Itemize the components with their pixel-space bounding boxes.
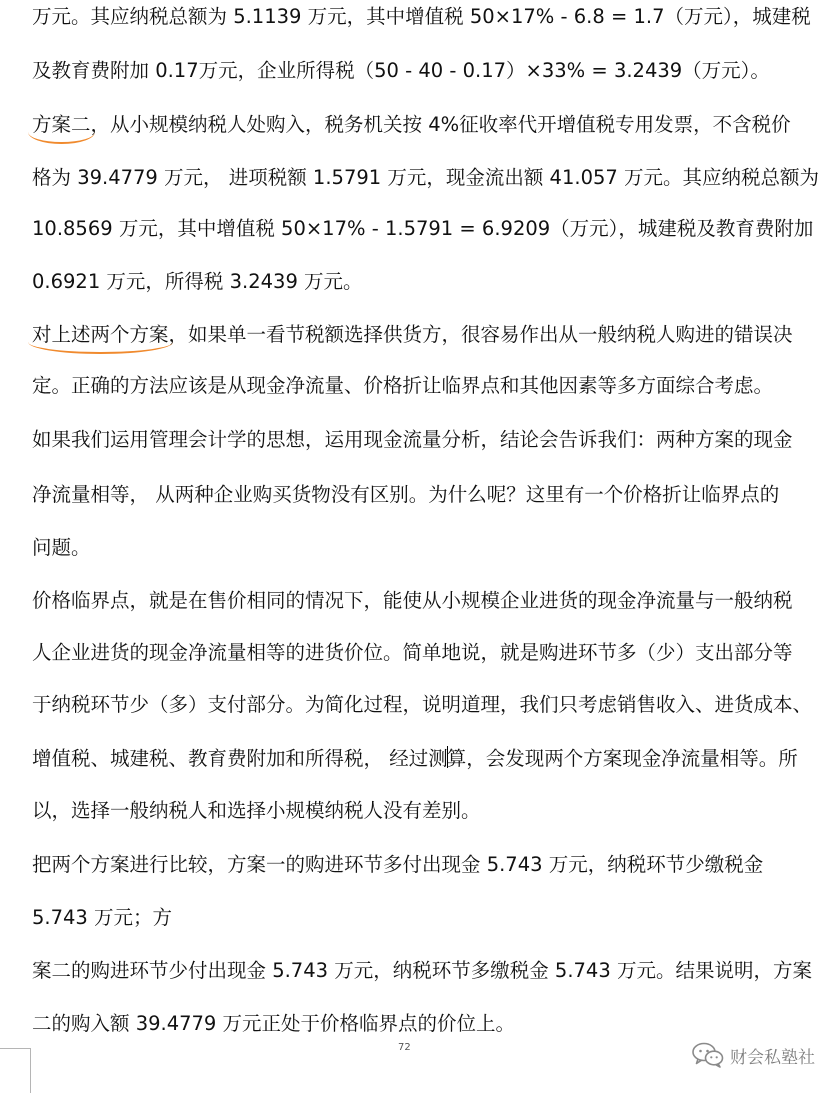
paragraph-line: 问题。 — [32, 536, 91, 559]
paragraph-line: 万元。其应纳税总额为 5.1139 万元，其中增值税 50×17% - 6.8 = 1.7（万元），城建税 — [32, 5, 811, 28]
paragraph-line: 把两个方案进行比较，方案一的购进环节多付出现金 5.743 万元，纳税环节少缴税金 — [32, 853, 764, 876]
paragraph-line — [32, 321, 793, 349]
paragraph-line: 5.743 万元；方 — [32, 906, 173, 929]
paragraph-line: 以，选择一般纳税人和选择小规模纳税人没有差别。 — [32, 799, 481, 822]
page-number: 72 — [398, 1042, 411, 1053]
paragraph-line: 二的购入额 39.4779 万元正处于价格临界点的价位上。 — [32, 1012, 516, 1035]
paragraph-line: 于纳税环节少（多）支付部分。为简化过程，说明道理，我们只考虑销售收入、进货成本、 — [32, 693, 813, 716]
underlined-scheme-two: 方案二 — [32, 111, 91, 139]
page-corner-mark — [0, 1048, 31, 1093]
paragraph-line — [32, 111, 791, 139]
paragraph-line: 价格临界点，就是在售价相同的情况下，能使从小规模企业进货的现金净流量与一般纳税 — [32, 589, 793, 612]
paragraph-line: 定。正确的方法应该是从现金净流量、价格折让临界点和其他因素等多方面综合考虑。 — [32, 374, 774, 397]
paragraph-line: 案二的购进环节少付出现金 5.743 万元，纳税环节多缴税金 5.743 万元。结果说明，方案 — [32, 959, 812, 982]
paragraph-line: 格为 39.4779 万元， 进项税额 1.5791 万元，现金流出额 41.057 万元。其应纳税总额为 — [32, 166, 819, 189]
paragraph-line: 净流量相等， 从两种企业购买货物没有区别。为什么呢？这里有一个价格折让临界点的 — [32, 483, 780, 506]
paragraph-text: 算，会发现两个方案现金净流量相等。所 — [446, 747, 798, 770]
paragraph-text: 增值税、城建税、教育费附加和所得税， 经过测 — [32, 747, 448, 770]
paragraph-line: 及教育费附加 0.17万元，企业所得税（50 - 40 - 0.17）×33% = 3.2439（万元）。 — [32, 59, 770, 82]
watermark-text: 财会私塾社 — [730, 1047, 815, 1068]
paragraph-line: 10.8569 万元，其中增值税 50×17% - 1.5791 = 6.9209（万元），城建税及教育费附加 — [32, 217, 814, 240]
paragraph-line: 0.6921 万元，所得税 3.2439 万元。 — [32, 270, 363, 293]
watermark — [692, 1042, 815, 1068]
paragraph-line: 人企业进货的现金净流量相等的进货价位。简单地说，就是购进环节多（少）支出部分等 — [32, 641, 793, 664]
wechat-icon — [692, 1042, 724, 1068]
paragraph-text: ，从小规模纳税人处购入，税务机关按 4%征收率代开增值税专用发票，不含税价 — [90, 113, 791, 136]
underlined-two-schemes: 对上述两个方案 — [32, 321, 169, 349]
paragraph-line[interactable] — [32, 745, 798, 773]
paragraph-line: 如果我们运用管理会计学的思想，运用现金流量分析，结论会告诉我们：两种方案的现金 — [32, 428, 793, 451]
paragraph-text: ，如果单一看节税额选择供货方，很容易作出从一般纳税人购进的错误决 — [168, 323, 793, 346]
